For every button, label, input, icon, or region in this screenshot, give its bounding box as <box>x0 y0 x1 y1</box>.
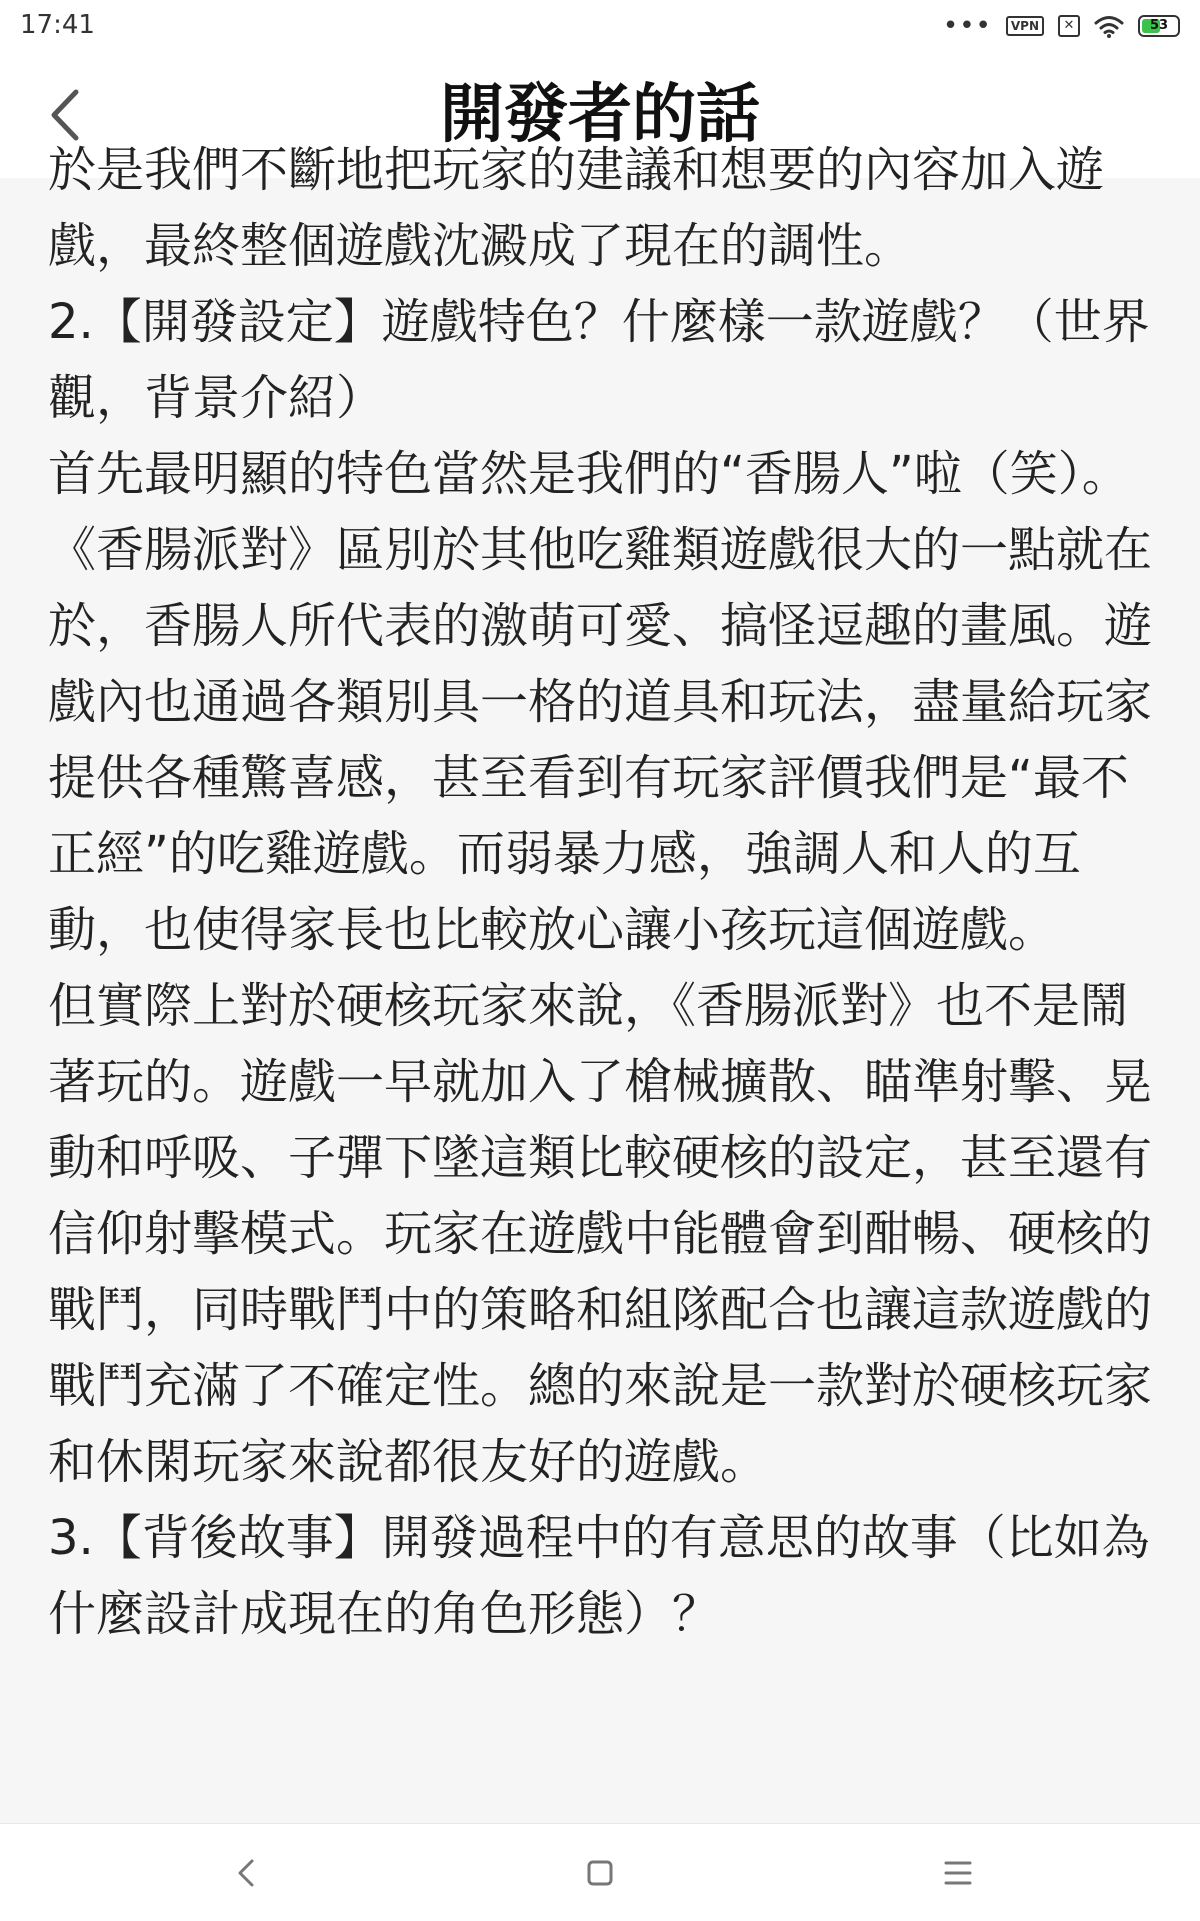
status-icons <box>943 10 1180 42</box>
article-paragraph: 於是我們不斷地把玩家的建議和想要的內容加入遊戲，最終整個遊戲沈澱成了現在的調性。 <box>48 142 1105 274</box>
system-nav-bar <box>0 1823 1200 1921</box>
article-paragraph: 首先最明顯的特色當然是我們的“香腸人”啦（笑）。《香腸派對》區別於其他吃雞類遊戲很大的一點就在於，香腸人所代表的激萌可愛、搞怪逗趣的畫風。遊戲內也通過各類別具一格的道具和玩法，盡量給玩家提供各種驚喜感，甚至看到有玩家評價我們是“最不正經”的吃雞遊戲。而弱暴力感，強調人和人的互動，也使得家長也比較放心讓小孩玩這個遊戲。 <box>48 446 1153 958</box>
vpn-icon: VPN <box>1006 16 1044 36</box>
nav-home-button[interactable] <box>570 1848 630 1898</box>
nav-back-button[interactable] <box>218 1848 278 1898</box>
battery-level: 53 <box>1149 18 1169 33</box>
article-scroll-area[interactable] <box>0 142 1200 1823</box>
nav-home-icon <box>570 1848 630 1898</box>
status-time: 17:41 <box>20 10 95 40</box>
article-paragraph: 3.【背後故事】開發過程中的有意思的故事（比如為什麼設計成現在的角色形態）？ <box>48 1510 1150 1642</box>
nav-menu-button[interactable] <box>928 1848 988 1898</box>
status-bar <box>0 0 1200 52</box>
wifi-icon <box>1094 14 1124 38</box>
page-title: 開發者的話 <box>440 78 760 152</box>
article-paragraph: 但實際上對於硬核玩家來說，《香腸派對》也不是鬧著玩的。遊戲一早就加入了槍械擴散、瞄準射擊、晃動和呼吸、子彈下墜這類比較硬核的設定，甚至還有信仰射擊模式。玩家在遊戲中能體會到酣暢、硬核的戰鬥，同時戰鬥中的策略和組隊配合也讓這款遊戲的戰鬥充滿了不確定性。總的來說是一款對於硬核玩家和休閑玩家來說都很友好的遊戲。 <box>48 978 1153 1490</box>
more-dots-icon: ••• <box>942 11 992 41</box>
no-sim-icon: ✕ <box>1058 15 1080 37</box>
nav-menu-icon <box>928 1848 988 1898</box>
article-body <box>48 132 1156 1652</box>
article-paragraph: 2.【開發設定】遊戲特色？什麼樣一款遊戲？（世界觀，背景介紹） <box>48 294 1150 426</box>
battery-icon <box>1138 15 1180 37</box>
nav-back-icon <box>218 1848 278 1898</box>
